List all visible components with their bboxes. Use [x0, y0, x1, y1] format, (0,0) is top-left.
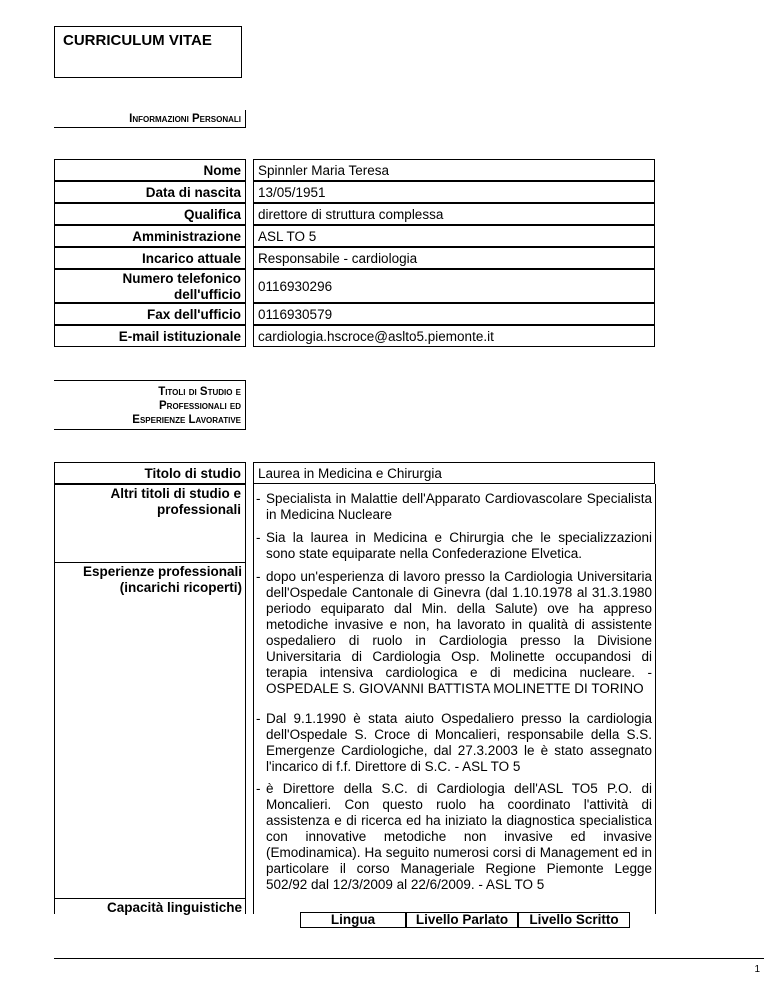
list-item-text: è Direttore della S.C. di Cardiologia dell'ASL TO5 P.O. di Moncalieri. Con questo ruolo ha coordinato l'attività di assistenza e di ricerca ed ha iniziato la diagnostica specialistica con innovative metodiche non invasive ed invasive (Emodinamica). Ha seguito numerosi corsi di Management ed in particolare il corso Manageriale Regione Piemonte Legge 502/92 dal 12/3/2009 al 22/6/2009. - ASL TO 5: [266, 781, 652, 892]
label-telefono: [54, 269, 246, 303]
label-nome: Nome: [54, 159, 246, 181]
list-item-altri-1: - Specialista in Malattie dell'Apparato Cardiovascolare Specialista in Medicina Nucleare: [256, 491, 652, 522]
label-titolo-studio: Titolo di studio: [54, 462, 246, 484]
list-item-altri-2: - Sia la laurea in Medicina e Chirurgia che le specializzazioni sono state equiparate nella Confederazione Elvetica.: [256, 530, 652, 561]
label-altri-line1: Altri titoli di studio e: [110, 486, 241, 501]
label-esperienze-line1: Esperienze professionali: [82, 564, 242, 579]
value-qualifica: direttore di struttura complessa: [253, 203, 655, 225]
list-item-text: dopo un'esperienza di lavoro presso la Cardiologia Universitaria dell'Ospedale Cantonale di Ginevra (dal 1.10.1978 al 31.3.1980 periodo equiparato dal Min. della Salute) ove ha appreso metodiche invasive e non, ha lavorato in qualità di assistente ospedaliero di ruolo in Cardiologia presso la Divisione Universitaria di Cardiologia Osp. Molinette occupandosi di terapia intensiva cardiologica e di medicina nucleare. - OSPEDALE S. GIOVANNI BATTISTA MOLINETTE DI TORINO: [266, 569, 652, 696]
list-item-text: Dal 9.1.1990 è stata aiuto Ospedaliero presso la cardiologia dell'Ospedale S. Croce di Moncalieri, responsabile della S.S. Emergenze Cardiologiche, dal 27.3.2003 le è stato assegnato l'incarico di f.f. Direttore di S.C. - ASL TO 5: [266, 711, 652, 774]
value-column-left-border: [253, 484, 254, 914]
lang-header-lingua: Lingua: [300, 912, 406, 928]
list-item-text: Sia la laurea in Medicina e Chirurgia che le specializzazioni sono state equiparate nella Confederazione Elvetica.: [266, 530, 652, 561]
section-titles-line1: Titoli di Studio e: [158, 386, 241, 398]
value-telefono: 0116930296: [253, 269, 655, 303]
label-amministrazione: Amministrazione: [54, 225, 246, 247]
list-item-esperienze-3: - è Direttore della S.C. di Cardiologia dell'ASL TO5 P.O. di Moncalieri. Con questo ruolo ha coordinato l'attività di assistenza e di ricerca ed ha iniziato la diagnostica specialistica con innovative metodiche non invasive ed invasive (Emodinamica). Ha seguito numerosi corsi di Management ed in particolare il corso Manageriale Regione Piemonte Legge 502/92 dal 12/3/2009 al 22/6/2009. - ASL TO 5: [256, 781, 652, 892]
label-email: E-mail istituzionale: [54, 325, 246, 347]
value-data-nascita: 13/05/1951: [253, 181, 655, 203]
footer-rule: [54, 958, 764, 959]
lang-header-scritto: Livello Scritto: [518, 912, 630, 928]
label-telefono-line2: dell'ufficio: [174, 287, 241, 302]
section-titles: [54, 380, 246, 430]
value-email: cardiologia.hscroce@aslto5.piemonte.it: [253, 325, 655, 347]
section-personal-info: Informazioni Personali: [54, 110, 246, 128]
list-item-esperienze-2: - Dal 9.1.1990 è stata aiuto Ospedaliero presso la cardiologia dell'Ospedale S. Croce di Moncalieri, responsabile della S.S. Emergenze Cardiologiche, dal 27.3.2003 le è stato assegnato l'incarico di f.f. Direttore di S.C. - ASL TO 5: [256, 711, 652, 774]
list-item-text: Specialista in Malattie dell'Apparato Cardiovascolare Specialista in Medicina Nucleare: [266, 491, 652, 522]
label-fax: Fax dell'ufficio: [54, 303, 246, 325]
value-column-right-border: [655, 484, 656, 914]
label-esperienze-line2: (incarichi ricoperti): [119, 580, 242, 595]
label-altri-line2: professionali: [156, 502, 241, 517]
value-titolo-studio: Laurea in Medicina e Chirurgia: [253, 462, 655, 484]
label-altri-titoli: [54, 484, 246, 914]
list-item-esperienze-1: - dopo un'esperienza di lavoro presso la Cardiologia Universitaria dell'Ospedale Cantonale di Ginevra (dal 1.10.1978 al 31.3.1980 periodo equiparato dal Min. della Salute) ove ha appreso metodiche invasive e non, ha lavorato in qualità di assistente ospedaliero di ruolo in Cardiologia presso la Divisione Universitaria di Cardiologia Osp. Molinette occupandosi di terapia intensiva cardiologica e di medicina nucleare. - OSPEDALE S. GIOVANNI BATTISTA MOLINETTE DI TORINO: [256, 569, 652, 696]
label-telefono-line1: Numero telefonico: [122, 271, 241, 286]
page-number: 1: [754, 964, 760, 975]
label-qualifica: Qualifica: [54, 203, 246, 225]
label-data-nascita: Data di nascita: [54, 181, 246, 203]
value-nome: Spinnler Maria Teresa: [253, 159, 655, 181]
value-incarico: Responsabile - cardiologia: [253, 247, 655, 269]
divider-lingue: [54, 898, 246, 899]
divider-esperienze: [54, 562, 246, 563]
cv-title: CURRICULUM VITAE: [54, 26, 242, 78]
value-amministrazione: ASL TO 5: [253, 225, 655, 247]
label-lingue: Capacità linguistiche: [106, 900, 242, 915]
label-esperienze: [54, 564, 246, 596]
section-titles-line3: Esperienze Lavorative: [132, 414, 241, 426]
section-titles-line2: Professionali ed: [159, 400, 241, 412]
value-fax: 0116930579: [253, 303, 655, 325]
label-incarico: Incarico attuale: [54, 247, 246, 269]
lang-header-parlato: Livello Parlato: [406, 912, 518, 928]
